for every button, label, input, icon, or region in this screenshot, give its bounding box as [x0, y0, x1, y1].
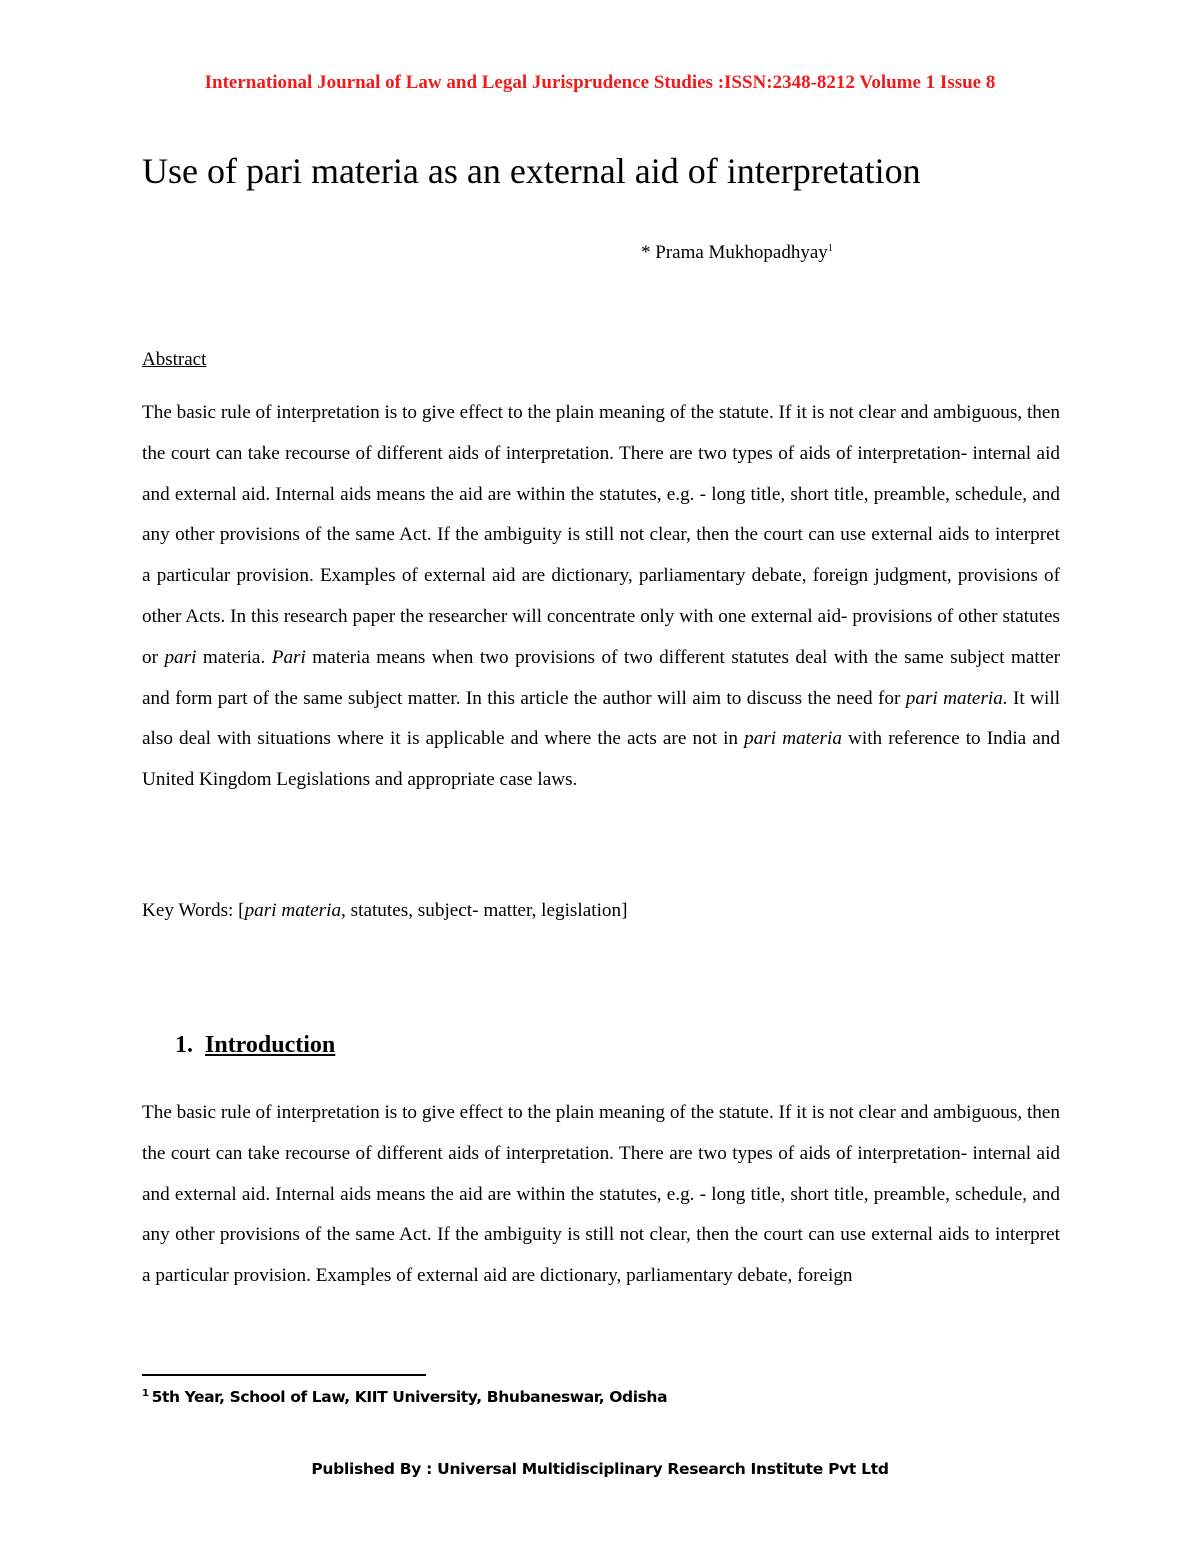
author-name: * Prama Mukhopadhyay [641, 242, 828, 263]
author-line [641, 242, 833, 264]
abstract-text: The basic rule of interpretation is to give effect to the plain meaning of the statute. If it is not clear and ambiguous, then the court can take recourse of different aids of interpretation. There are two types of aids of interpretation- internal aid and external aid. Internal aids means the aid are within the statutes, e.g. - long title, short title, preamble, schedule, and any other provisions of the same Act. If the ambiguity is still not clear, then the court can use external aids to interpret a particular provision. Examples of external aid are dictionary, parliamentary debate, foreign judgment, provisions of other Acts. In this research paper the researcher will concentrate only with one external aid- provisions of other statutes or [142, 402, 1060, 668]
abstract-italic-term: pari [164, 646, 197, 668]
author-footnote-ref[interactable]: 1 [827, 243, 833, 254]
footnote-ref: 1 [142, 1388, 149, 1399]
section-title: Introduction [205, 1032, 336, 1058]
journal-header: International Journal of Law and Legal Jurisprudence Studies :ISSN:2348-8212 Volume 1 Issue 8 [204, 72, 996, 93]
keywords-prefix: Key Words: [ [142, 900, 245, 921]
footnote [142, 1388, 667, 1406]
paper-title: Use of pari materia as an external aid of interpretation [142, 151, 921, 191]
abstract-italic-term: pari materia [744, 728, 842, 750]
introduction-body: The basic rule of interpretation is to give effect to the plain meaning of the statute. If it is not clear and ambiguous, then the court can take recourse of different aids of interpretation. There are two types of aids of interpretation- internal aid and external aid. Internal aids means the aid are within the statutes, e.g. - long title, short title, preamble, schedule, and any other provisions of the same Act. If the ambiguity is still not clear, then the court can use external aids to interpret a particular provision. Examples of external aid are dictionary, parliamentary debate, foreign [142, 1102, 1060, 1287]
abstract-italic-term: Pari [271, 646, 306, 668]
abstract-body [142, 393, 1060, 801]
section-number: 1. [175, 1032, 193, 1058]
keywords-italic-term: pari materia, [244, 900, 346, 921]
introduction-heading [175, 1032, 335, 1059]
footnote-text: 5th Year, School of Law, KIIT University, Bhubaneswar, Odisha [151, 1388, 668, 1406]
abstract-text: materia. [196, 646, 272, 668]
abstract-italic-term: pari materia. [905, 687, 1008, 709]
abstract-text: materia means when two provisions of two different statutes deal with the same subject matter and form part of the same subject matter. In this article the author will aim to discuss the need for [142, 646, 1061, 709]
abstract-text: It will also deal with situations where it is applicable and where the acts are not in [142, 687, 1060, 750]
keywords-rest: statutes, subject- matter, legislation] [345, 900, 628, 921]
abstract-heading: Abstract [142, 349, 207, 370]
abstract-text: with reference to India and United Kingdom Legislations and appropriate case laws. [142, 728, 1060, 791]
footnote-divider [142, 1374, 426, 1376]
publisher-footer: Published By : Universal Multidisciplinary Research Institute Pvt Ltd [311, 1460, 889, 1478]
keywords-line [142, 900, 627, 922]
